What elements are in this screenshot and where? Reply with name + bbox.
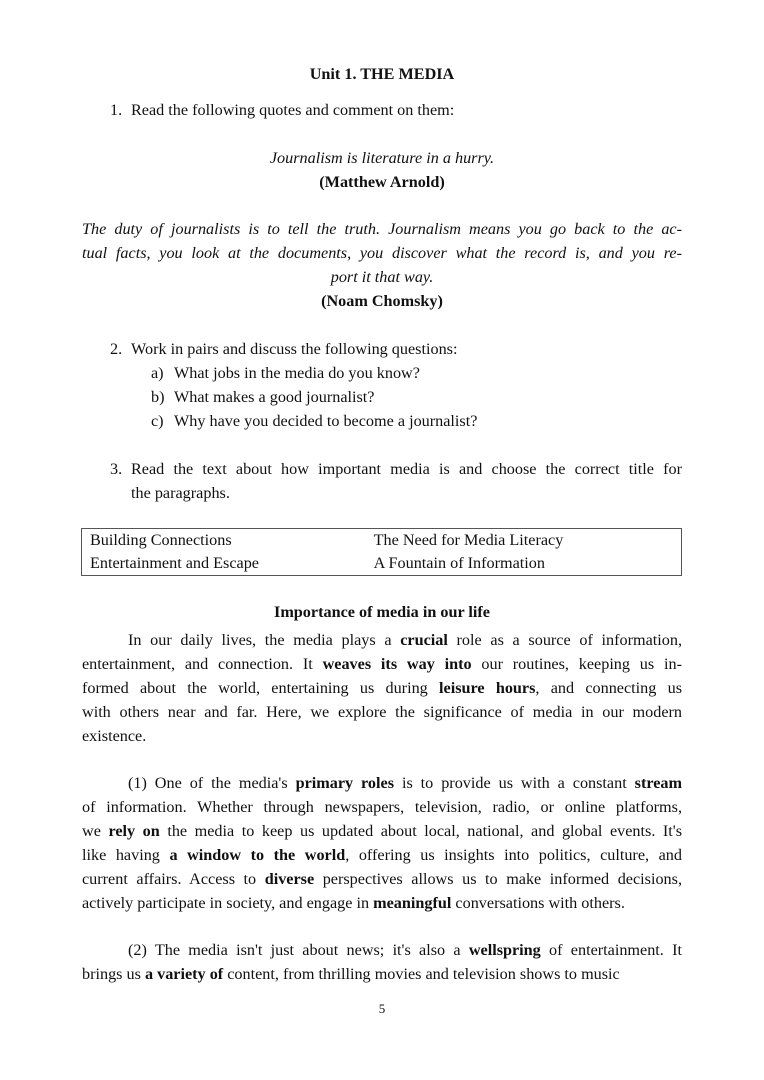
article-heading: Importance of media in our life	[274, 603, 490, 621]
text-segment: (2) The media isn't just about news; it's also a	[128, 941, 469, 959]
quote-2-line-3: port it that way.	[330, 268, 434, 286]
task3-instruction-line-2: the paragraphs.	[131, 484, 230, 502]
text-segment: the media to keep us updated about local, national, and global events. It's	[159, 822, 683, 840]
bold-term: a window to the world	[169, 846, 346, 864]
text-segment: formed about the world, entertaining us during	[82, 679, 440, 697]
quote-2-line-2: tual facts, you look at the documents, you discover what the record is, and you re-	[82, 244, 682, 262]
question-a-label: a)	[151, 364, 164, 382]
text-segment: , and connecting us	[535, 679, 682, 697]
task1-instruction: Read the following quotes and comment on them:	[131, 101, 455, 119]
text-segment: our routines, keeping us in-	[471, 655, 682, 673]
paragraph-line	[82, 870, 682, 889]
paragraph-line	[82, 727, 682, 746]
quote-1-author: (Matthew Arnold)	[319, 173, 445, 191]
text-segment: role as a source of information,	[447, 631, 682, 649]
paragraph-line	[82, 894, 682, 913]
text-segment: brings us	[82, 965, 145, 983]
text-segment: entertainment, and connection. It	[82, 655, 323, 673]
text-segment: we	[82, 822, 109, 840]
title-options-row	[82, 552, 682, 576]
text-segment: current affairs. Access to	[82, 870, 265, 888]
paragraph-line	[82, 679, 682, 698]
bold-term: crucial	[400, 631, 448, 649]
text-segment: with others near and far. Here, we explore the significance of media in our modern	[82, 703, 682, 721]
question-b-text: What makes a good journalist?	[174, 388, 375, 406]
paragraph-line	[82, 703, 682, 722]
quote-2-author: (Noam Chomsky)	[321, 292, 443, 310]
task2-instruction: Work in pairs and discuss the following questions:	[131, 340, 458, 358]
paragraph-line	[128, 631, 682, 650]
unit-title: Unit 1. THE MEDIA	[309, 65, 455, 83]
text-segment: , offering us insights into politics, culture, and	[345, 846, 682, 864]
bold-term: rely on	[108, 822, 160, 840]
task2-number: 2.	[110, 340, 123, 358]
text-segment: existence.	[82, 727, 147, 745]
bold-term: weaves its way into	[322, 655, 472, 673]
text-segment: is to provide us with a constant	[394, 774, 635, 792]
bold-term: a variety of	[144, 965, 224, 983]
paragraph-line	[128, 774, 682, 793]
bold-term: meaningful	[373, 894, 452, 912]
task3-instruction-line-1: Read the text about how important media is and choose the correct title for	[131, 460, 682, 478]
text-segment: In our daily lives, the media plays a	[128, 631, 401, 649]
bold-term: leisure hours	[439, 679, 536, 697]
text-segment: conversations with others.	[451, 894, 625, 912]
title-option: Entertainment and Escape	[90, 554, 259, 572]
paragraph-line	[82, 965, 682, 984]
text-segment: like having	[82, 846, 170, 864]
text-segment: (1) One of the media's	[128, 774, 296, 792]
title-option: Building Connections	[90, 531, 232, 549]
text-segment: of information. Whether through newspapers, television, radio, or online platforms,	[82, 798, 682, 816]
title-option: A Fountain of Information	[373, 554, 545, 572]
text-segment: actively participate in society, and engage in	[82, 894, 374, 912]
page-number: 5	[378, 1001, 386, 1016]
text-segment: perspectives allows us to make informed decisions,	[314, 870, 682, 888]
text-segment: content, from thrilling movies and television shows to music	[223, 965, 620, 983]
title-options-table	[81, 528, 682, 576]
paragraph-line	[82, 655, 682, 674]
question-b-label: b)	[151, 388, 165, 406]
bold-term: diverse	[264, 870, 315, 888]
paragraph-line	[82, 822, 682, 841]
text-segment: of entertainment. It	[540, 941, 682, 959]
paragraph-line	[82, 846, 682, 865]
task3-number: 3.	[110, 460, 123, 478]
quote-2-line-1: The duty of journalists is to tell the truth. Journalism means you go back to the ac-	[82, 220, 682, 238]
bold-term: wellspring	[468, 941, 541, 959]
paragraph-line	[82, 798, 682, 817]
title-option: The Need for Media Literacy	[373, 531, 564, 549]
question-c-text: Why have you decided to become a journalist?	[174, 412, 478, 430]
bold-term: stream	[634, 774, 683, 792]
quote-1-text: Journalism is literature in a hurry.	[269, 149, 495, 167]
paragraph-line	[128, 941, 682, 960]
task1-number: 1.	[110, 101, 123, 119]
question-a-text: What jobs in the media do you know?	[174, 364, 420, 382]
question-c-label: c)	[151, 412, 164, 430]
bold-term: primary roles	[295, 774, 395, 792]
title-options-row	[82, 529, 682, 553]
